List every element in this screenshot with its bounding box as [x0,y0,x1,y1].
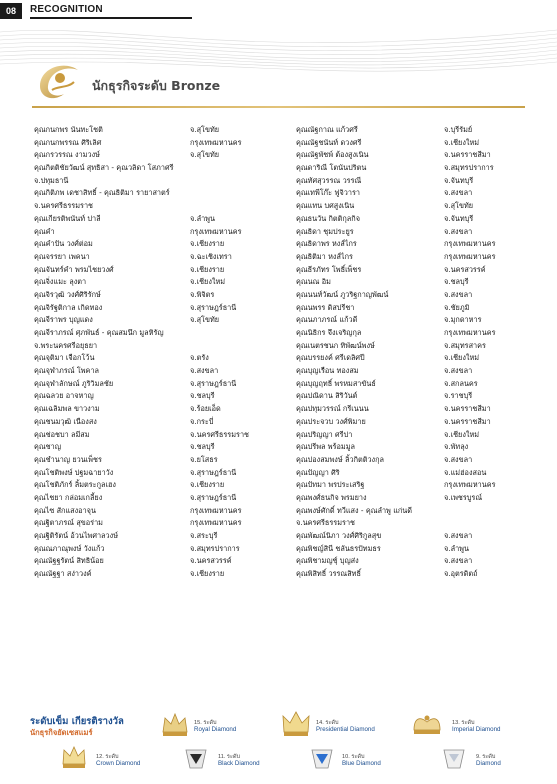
member-province: จ.ชลบุรี [190,442,215,452]
member-province: จ.สมุทรปราการ [444,163,494,173]
blue-diamond-pin-icon [308,744,336,772]
member-province: กรุงเทพมหานคร [444,239,496,249]
member-row [296,238,536,251]
member-province: กรุงเทพมหานคร [190,518,242,528]
member-row [296,264,536,277]
member-name: คุณนพรร ดิสปรีชา [296,302,355,312]
member-name: จ.พระนครศรีอยุธยา [34,340,98,350]
member-province: กรุงเทพมหานคร [190,137,242,147]
member-name: คุณคำปัน วงศ์ต่อม [34,239,93,249]
member-province: จ.สมุทรปราการ [190,543,240,553]
member-name: คุณจุฬาภรณ์ โพคาล [34,366,100,376]
member-row [296,149,536,162]
member-province: จ.สุราษฎร์ธานี [190,378,237,388]
member-province: จ.พิจิตร [190,289,215,299]
member-province: จ.จันทบุรี [444,175,474,185]
member-name: คุณจุฬาลักษณ์ ภูริวิมลชัย [34,378,114,388]
member-name: คุณปองสมพงษ์ ลิ้วกิตติวงกุล [296,454,385,464]
member-name: คุณณัฐกาณ แก้วศรี [296,125,358,134]
member-row [34,454,270,467]
member-name: คุณพัฒณ์นิภา วงศ์ศิริกูลสุข [296,531,382,540]
level-imperial-diamond: 13. ระดับ Imperial Diamond [452,720,501,733]
member-name: คุณนนท์วัฒน์ ภูวริฐกาญพัฒน์ [296,289,389,299]
member-row [296,454,536,467]
member-province: จ.อุตรดิตถ์ [444,569,478,579]
member-row [34,352,270,365]
member-province: จ.สุโขทัย [190,315,220,325]
member-name: คุณประจวบ วงศ์พิมาย [296,416,366,426]
member-name: คุณนิธิกร จึงเจริญกุล [296,328,362,337]
member-province: จ.สงขลา [444,366,473,376]
member-row [34,187,270,200]
member-name: คุณนภาภรณ์ แก้วดี [296,315,358,325]
member-row [34,403,270,416]
member-row [34,137,270,150]
member-province: จ.เชียงราย [190,569,225,579]
member-name: คุณจุติมา เจือกโว้น [34,353,95,363]
member-row [34,429,270,442]
member-province: จ.เชียงใหม่ [444,353,480,363]
diamond-pin-icon [440,744,468,772]
member-name: คุณธิติมา หงส์ไกร [296,251,353,261]
level-black-diamond: 11. ระดับ Black Diamond [218,754,260,767]
member-row [296,340,536,353]
member-name: คุณธิดา ชุมประยูร [296,226,354,236]
member-name: คุณฐิติรัตน์ อ้วนไพศาลวงษ์ [34,531,118,540]
member-row [296,441,536,454]
member-name: คุณเกียรติพนันท์ ปาลี [34,213,101,223]
member-province: จ.กระบี่ [190,416,214,426]
footer-title: ระดับเข็ม เกียรติรางวัล [30,716,124,727]
member-province: จ.สกลนคร [444,378,478,388]
member-name: คุณณภาณุพงษ์ วังแก้ว [34,543,105,553]
member-province: จ.ลำพูน [444,543,469,553]
member-province: จ.เชียงใหม่ [444,429,480,439]
member-row [34,175,270,188]
member-name: คุณกรวรรณ งามวงษ์ [34,150,100,160]
member-name: คุณทัศสุวรรณ วรรณี [296,175,362,185]
member-row [34,264,270,277]
pin-level-footer [0,708,557,784]
member-name: คุณปัญญา ศิริ [296,467,340,477]
title-divider [32,106,525,108]
member-province: จ.ชลบุรี [444,277,469,287]
member-name: คุณจิ่งแมะ ลุงตา [34,277,87,287]
member-province: จ.สุโขทัย [190,150,220,160]
member-row [296,175,536,188]
member-province: จ.นครราชสีมา [444,416,491,426]
member-row [34,416,270,429]
member-row [296,162,536,175]
member-row [296,416,536,429]
member-name: คุณจิรวุฒิ วงศ์ศิริรักษ์ [34,289,101,299]
member-province: จ.เชียงราย [190,239,225,249]
member-row [296,226,536,239]
member-row [34,390,270,403]
member-row [296,467,536,480]
member-name: คุณโชติพงษ์ ปฐมฉายาวัง [34,467,114,477]
member-row [296,137,536,150]
member-province: จ.พัทลุง [444,442,469,452]
member-row [296,187,536,200]
member-row [296,403,536,416]
member-province: จ.เชียงใหม่ [190,277,226,287]
member-row [296,568,536,581]
member-row [296,390,536,403]
member-province: จ.สงขลา [444,188,473,198]
member-province: จ.สุราษฎร์ธานี [190,467,237,477]
member-name: จ.นครศรีธรรมราช [34,201,94,211]
member-row [34,276,270,289]
member-row [296,251,536,264]
member-name: คุณบุญฤทธิ์ พรหมสาขันธ์ [296,378,376,388]
member-row [296,327,536,340]
member-name: คุณจรรยา เพคนา [34,251,90,261]
member-row [34,340,270,353]
member-row [34,505,270,518]
member-province: จ.สุราษฎร์ธานี [190,302,237,312]
member-row [296,213,536,226]
member-name: คุณชำนาญ ยวนเพ็ชร [34,454,102,464]
member-province: จ.สงขลา [444,556,473,566]
member-province: จ.นครราชสีมา [444,404,491,414]
member-province: จ.สงขลา [444,531,473,540]
member-name: คุณณัฐฐา สง่าวงค์ [34,569,92,579]
member-row [296,530,536,543]
member-name: คุณดาริณี โตนันปริตน [296,163,367,173]
member-name: คุณแทน บศสูงเนิน [296,201,355,211]
crown-diamond-pin-icon [60,744,88,772]
member-province: จ.สุราษฎร์ธานี [190,492,237,502]
member-name: คุณพิชามญชุ์ บุญส่ง [296,556,359,566]
member-province: จ.เชียงราย [190,264,225,274]
left-column [34,124,270,581]
level-presidential-diamond: 14. ระดับ Presidential Diamond [316,720,375,733]
member-province: จ.เพชรบูรณ์ [444,492,483,502]
member-row [34,289,270,302]
member-province: จ.ร้อยเอ็ด [190,404,221,414]
member-province: กรุงเทพมหานคร [190,505,242,515]
member-name: คุณธนวัน กิตติกุลกิจ [296,213,360,223]
member-row [296,200,536,213]
member-name: คุณจิรัฐติกาล เกิดทอง [34,302,103,312]
member-row [296,517,536,530]
member-row [296,543,536,556]
member-name: คุณธิดาพร หงส์ไกร [296,239,357,249]
section-title: RECOGNITION [30,4,103,15]
member-row [296,289,536,302]
member-name: คุณกิตติชัยวัฒน์ สุทธิสา - คุณวลิดา โสภาศรี [34,163,174,173]
member-row [34,251,270,264]
member-name: คุณกนกพรรณ ศิริเลิศ [34,137,102,147]
member-row [34,314,270,327]
member-province: จ.ตรัง [190,353,209,363]
member-row [34,492,270,505]
member-name: คุณนณ อิม [296,277,331,287]
presidential-diamond-pin-icon [280,710,312,738]
member-row [34,226,270,239]
member-name: คุณจันทร์คำ พรมไชยวงศ์ [34,264,114,274]
member-row [296,352,536,365]
member-province: จ.นครสวรรค์ [190,556,232,566]
member-name: คุณธีรภัทร โพธิ์เพ็ชร [296,264,362,274]
member-name: คุณชนมวุฒิ เนืองสง [34,416,97,426]
member-name: คุณโชติภักร์ ลิ้มตระกูลเฮง [34,480,116,490]
member-name: คุณคำ [34,226,55,236]
member-row [34,479,270,492]
member-name: คุณฉลวย อาจหาญ [34,391,94,401]
member-row [34,124,270,137]
member-name: คุณกนกพร นันทะโชติ [34,125,103,134]
member-row [34,467,270,480]
member-name: คุณปทุมวรรณ์ กรีเนนน [296,404,369,414]
member-province: จ.ราชบุรี [444,391,473,401]
member-row [34,162,270,175]
member-province: จ.จันทบุรี [444,213,474,223]
member-row [34,555,270,568]
member-province: จ.ลำพูน [190,213,215,223]
page-title: นักธุรกิจระดับ Bronze [92,78,221,93]
member-name: คุณไชยา กล่อมเกลี้ยง [34,492,103,502]
member-row [34,568,270,581]
member-row [296,492,536,505]
member-province: จ.ชลบุรี [190,391,215,401]
member-province: กรุงเทพมหานคร [190,226,242,236]
level-crown-diamond: 12. ระดับ Crown Diamond [96,754,141,767]
right-column [296,124,536,581]
member-province: จ.สุโขทัย [444,201,474,211]
member-name: คุณปริญญา ศรีปา [296,429,353,439]
member-lists [34,124,534,704]
member-name: คุณเทพีโก๊ะ ฟูจิวารา [296,188,360,198]
member-row [296,479,536,492]
member-province: จ.สงขลา [444,226,473,236]
member-row [34,530,270,543]
header-underline [30,17,192,19]
member-name: จ.ปทุมธานี [34,175,69,185]
member-province: จ.เชียงใหม่ [444,137,480,147]
member-name: คุณเนตรชนก ทิพัฒน์พงษ์ [296,340,375,350]
member-province: กรุงเทพมหานคร [444,328,496,337]
member-row [296,124,536,137]
member-row [296,505,536,518]
member-province: กรุงเทพมหานคร [444,480,496,490]
royal-diamond-pin-icon [160,710,190,738]
member-row [34,149,270,162]
member-row [34,441,270,454]
member-province: จ.สมุทรสาคร [444,340,486,350]
member-row [296,378,536,391]
member-province: จ.นครราชสีมา [444,150,491,160]
member-name: คุณเฉลิมพล ขาวงาม [34,404,100,414]
member-row [34,200,270,213]
member-name: คุณไซ สักแสงอาจุน [34,505,96,515]
member-row [296,429,536,442]
level-blue-diamond: 10. ระดับ Blue Diamond [342,754,381,767]
member-row [296,314,536,327]
member-name: คุณฐิตาภรณ์ สุขอร่าม [34,518,103,528]
member-name: คุณจีราพร บุญแดง [34,315,93,325]
member-name: คุณกิติภพ เดชาสิทธิ์ - คุณธิติมา รายาสาตร์ [34,188,170,198]
member-row [34,327,270,340]
member-name: คุณปรีพล พร้อมมูล [296,442,356,452]
member-name: คุณจีราภรณ์ ศุภพันธ์ - คุณสมนึก มูลหิรัญ [34,328,164,337]
member-row [34,365,270,378]
member-province: จ.เชียงราย [190,480,225,490]
member-row [296,555,536,568]
member-row [296,276,536,289]
member-province: จ.สระบุรี [190,531,218,540]
member-province: จ.สุโขทัย [190,125,220,134]
member-name: จ.นครศรีธรรมราช [296,518,356,528]
member-row [296,302,536,315]
swan-logo-icon [34,56,86,102]
member-name: คุณพิสิทธิ์ วรรณสิทธิ์ [296,569,361,579]
member-name: คุณพงศ์ธนกิจ พรมยาง [296,492,367,502]
member-province: จ.ยโสธร [190,454,218,464]
member-province: จ.สงขลา [444,454,473,464]
member-province: กรุงเทพมหานคร [444,251,496,261]
member-name: คุณช่อชบา ลมีสม [34,429,90,439]
member-row [296,365,536,378]
member-name: คุณพงษ์ศักดิ์ ทวีแสง - คุณลำพู แก่นดี [296,505,413,515]
footer-subtitle: นักธุรกิจยัดเซสแมร์ [30,728,93,737]
member-row [34,213,270,226]
imperial-diamond-pin-icon [410,712,444,736]
member-row [34,238,270,251]
level-royal-diamond: 15. ระดับ Royal Diamond [194,720,237,733]
member-name: คุณบุญเรือน ทองสม [296,366,359,376]
top-bar [0,0,557,22]
member-province: จ.นครสวรรค์ [444,264,486,274]
member-province: จ.นครศรีธรรมราช [190,429,250,439]
member-name: คุณปณิดาน สิริวันต์ [296,391,358,401]
member-name: คุณบรรยงค์ ศรีเดลิศปี [296,353,365,363]
page-number: 08 [0,3,22,19]
member-name: คุณปัทมา พรประเสริฐ [296,480,365,490]
member-row [34,302,270,315]
member-name: คุณณัฐฐรัตน์ สิทธิน้อย [34,556,104,566]
member-province: จ.ฉะเชิงเทรา [190,251,232,261]
member-name: คุณพิชญ์สินี ชลันธรปัทมธร [296,543,381,553]
member-name: คุณณัฐชนันท์ ดวงศรี [296,137,362,147]
member-province: จ.มุกดาหาร [444,315,482,325]
member-province: จ.บุรีรัมย์ [444,125,473,134]
member-row [34,543,270,556]
member-row [34,517,270,530]
member-province: จ.สงขลา [444,289,473,299]
member-province: จ.แม่ฮ่องสอน [444,467,487,477]
member-name: คุณณัฐพัชพ์ ต้องสูงเนิน [296,150,369,160]
member-province: จ.ชัยภูมิ [444,302,470,312]
level-diamond: 9. ระดับ Diamond [476,754,501,767]
member-province: จ.สงขลา [190,366,219,376]
member-name: คุณชาญ [34,442,61,452]
member-row [34,378,270,391]
black-diamond-pin-icon [182,744,210,772]
